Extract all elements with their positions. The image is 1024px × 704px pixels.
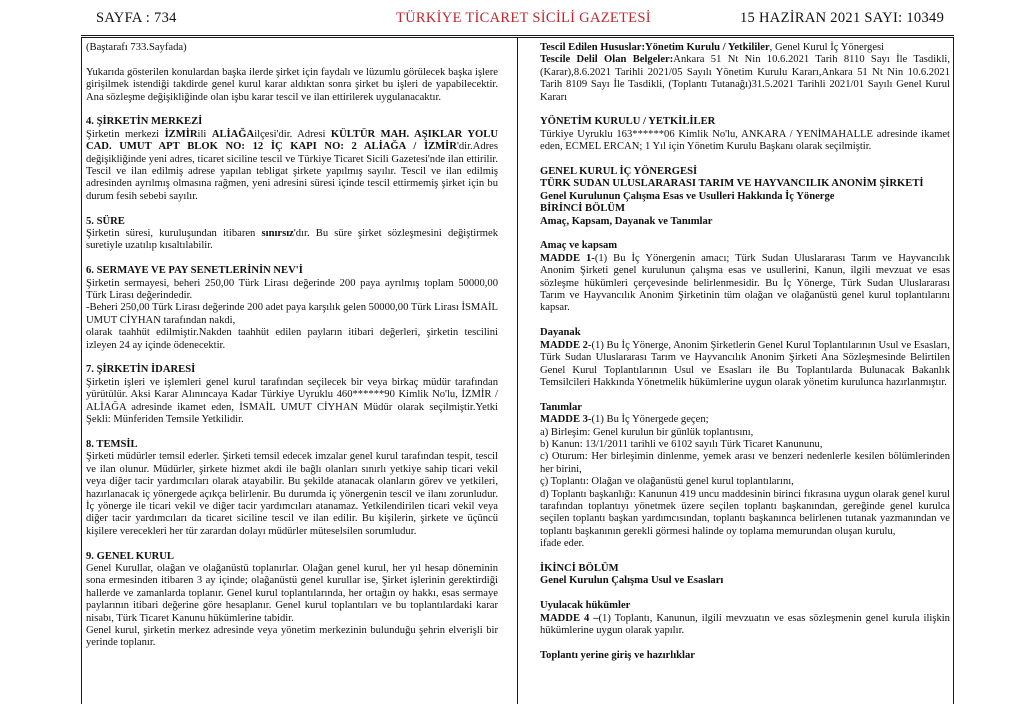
section-body: Şirketin sermayesi, beheri 250,00 Türk Lirası değerinde 200 paya ayrılmış toplam 50000,00 Türk Lirası değerindedir. [86,277,498,302]
left-border [81,38,82,704]
section-body: olarak taahhüt edilmiştir.Nakden taahhüt edilen payların itibari değerleri, şirketin tescilini izleyen 24 ay içinde ödenecektir. [86,327,498,351]
section-heading: GENEL KURUL İÇ YÖNERGESİ [540,166,698,178]
section-heading: 9. GENEL KURUL [86,550,175,562]
left-column [86,42,498,650]
section-body: Genel kurul, şirketin merkez adresinde veya yönetim merkezinin bulunduğu şehrin elverişli bir yerinde toplanır. [86,624,498,649]
registered-matters: Tescil Edilen Hususlar:Yönetim Kurulu / Yetkililer, Genel Kurul İç Yönergesi [540,42,885,53]
evidence-documents: Tescile Delil Olan Belgeler:Ankara 51 Nt Nin 10.6.2021 Tarih 8110 Sayı İle Tasdikli, (Karar),8.6.2021 Tarihli 2021/05 Sayılı Yönetim Kurulu Kararı,Ankara 51 Nt Nin 10.6.2021 Tarih 8109 Sayı İle Tasdikli, (Toplantı Tutanağı)31.5.2021 Tarihli 2021/01 Sayılı Genel Kurul Kararı [540,54,950,103]
column-divider [517,38,518,704]
section-body: Şirketin süresi, kuruluşundan itibaren sınırsız'dır. Bu süre şirket sözleşmesini değiştirmek suretiyle uzatılıp kısaltılabilir. [86,228,499,252]
page-number: SAYFA : 734 [96,10,177,26]
section-body: Şirketin işleri ve işlemleri genel kurul tarafından seçilecek bir veya birkaç müdür tarafından yürütülür. Aksi Karar Alınıncaya Kadar Türkiye Uyruklu 460******90 Kimlik No'lu, İZMİR / ALİAĞA adresinde ikamet eden, İSMAİL UMUT CİYHAN Müdür olarak seçilmiştir.Yetki Şekli: Münferiden Temsile Yetkilidir. [86,376,498,426]
article-body: MADDE 1-(1) Bu İç Yönergenin amacı; Türk Sudan Uluslararası Tarım ve Hayvancılık Anonim Şirketi genel kurulunun çalışma esas ve usullerini, Kanun, ilgili mevzuat ve esas sözleşme hükümleri çerçevesinde belirlenmesidir. Bu İç Yönerge, Türk Sudan Uluslararası Tarım ve Hayvancılık Anonim Şirketinin tüm olağan ve olağanüstü genel kurul toplantılarını kapsar. [540,252,950,314]
section-body: -Beheri 250,00 Türk Lirası değerinde 200 adet paya karşılık gelen 50000,00 Türk Lirası İSMAİL UMUT CİYHAN tarafından nakdi, [86,302,498,326]
continued-note: (Baştarafı 733.Sayfada) [86,42,187,53]
definition-item: d) Toplantı başkanlığı: Kanunun 419 uncu maddesinin birinci fıkrasına uygun olarak genel kurul tarafından toplantıyı yönetmek üzere seçilen toplantı başkanından, gereğinde genel kurulca seçilen toplantı başkan yardımcısından, toplantı başkanınca belirlenen tutanak yazmanından ve toplantı başkanının gerekli görmesi halinde oy toplama memurundan oluşan kurulu, [540,488,950,537]
company-name: TÜRK SUDAN ULUSLARARASI TARIM VE HAYVANCILIK ANONİM ŞİRKETİ [540,178,924,190]
article-heading: Dayanak [540,327,581,339]
article-heading: Amaç ve kapsam [540,240,618,252]
article-body: MADDE 4 –(1) Toplantı, Kanunun, ilgili mevzuatın ve esas sözleşmenin genel kurula ilişkin hükümlerine uygun olarak yapılır. [540,612,950,636]
article-body: MADDE 3-(1) Bu İç Yönergede geçen; [540,414,709,426]
section-body: Genel Kurullar, olağan ve olağanüstü toplanırlar. Olağan genel kurul, her yıl hesap döneminin sona ermesinden itibaren 3 ay içinde; olağanüstü genel kurullar ise, Şirket işlerinin gerektirdiği hallerde ve zamanlarda toplanır. Genel kurul toplantılarında, her ortağın oy hakkı, esas sermaye paylarının itibari değerine göre hesaplanır. Genel kurul toplantıları ve bu toplantılardaki karar nisabı, Türk Ticaret Kanunu hükümlerine tabidir. [86,562,498,624]
header-rule [81,35,954,36]
right-border [953,38,954,704]
intro-paragraph: Yukarıda gösterilen konulardan başka ilerde şirket için faydalı ve lüzumlu görülecek başka işlere girişilmek istendiği takdirde genel kurul karar aldıktan sonra şirket bu işleri de yapabilecektir. Ana sözleşme değişikliğinde olan işbu karar tescil ve ilan ettirilerek uygulanacaktır. [86,66,498,103]
part-heading: İKİNCİ BÖLÜM [540,562,619,574]
definition-end: ifade eder. [540,538,585,550]
section-body: Türkiye Uyruklu 163******06 Kimlik No'lu, ANKARA / YENİMAHALLE adresinde ikamet eden, ECMEL ERCAN; 1 Yıl için Yönetim Kurulu Başkanı olarak seçilmiştir. [540,128,950,153]
section-body: Şirketi müdürler temsil ederler. Şirketi temsil edecek imzalar genel kurul tarafından tespit, tescil ve ilan olunur. Müdürler, şirkete hizmet akdi ile bağlı olanları sınırlı yetkiye sahip ticari vekil veya diğer tacir yardımcıları olarak atayabilir. Bu şekilde atanacak olanların görev ve yetkileri, hazırlanacak iç yönergede açıkça belirlenir. Bu durumda iç yönergenin tescil ve ilanı zorunludur. İç yönerge ile ticari vekil ve diğer tacir yardımcıları atanamaz. Yetkilendirilen ticari vekil veya diğer tacir yardımcıları da ticaret siciline tescil ve ilan edilir. Bu kişilerin, şirkete ve üçüncü kişilere verecekleri her tür zarardan dolayı müdürler müteselsilen sorumludur. [86,451,498,537]
article-heading: Toplantı yerine giriş ve hazırlıklar [540,649,695,661]
definition-item: c) Oturum: Her birleşimin dinlenme, yemek arası ve benzeri nedenlerle kesilen bölümlerinden her birini, [540,451,950,475]
section-heading: 8. TEMSİL [86,438,138,450]
directive-title: Genel Kurulunun Çalışma Esas ve Usulleri Hakkında İç Yönerge [540,190,835,202]
part-subheading: Amaç, Kapsam, Dayanak ve Tanımlar [540,215,713,227]
part-heading: BİRİNCİ BÖLÜM [540,203,626,215]
section-body: Şirketin merkezi İZMİRili ALİAĞAilçesi'dir. Adresi KÜLTÜR MAH. AŞIKLAR YOLU CAD. UMUT APT BLOK NO: 12 İÇ KAPI NO: 2 ALİAĞA / İZMİR'dir.Adres değişikliğinde yeni adres, ticaret siciline tescil ve Türkiye Ticaret Sicili Gazetesi'nde ilan ettirilir. Tescil ve ilan edilmiş adrese yapılan tebligat şirkete yapılmış sayılır. Tescil ve ilan edilmiş adresinden ayrılmış olmasına rağmen, yeni adresini süresi içinde tescil ettirmemiş şirket için bu durum fesih sebebi sayılır. [86,128,498,202]
section-heading: 6. SERMAYE VE PAY SENETLERİNİN NEV'İ [86,265,303,277]
right-column [540,42,950,662]
article-heading: Tanımlar [540,401,582,413]
section-heading: 4. ŞİRKETİN MERKEZİ [86,116,203,128]
definition-item: ç) Toplantı: Olağan ve olağanüstü genel kurul toplantılarını, [540,476,794,488]
definition-item: a) Birleşim: Genel kurulun bir günlük toplantısını, [540,426,754,438]
article-body: MADDE 2-(1) Bu İç Yönerge, Anonim Şirketlerin Genel Kurul Toplantılarının Usul ve Esasları, Türk Sudan Uluslararası Tarım ve Hayvancılık Anonim Şirketi Ana Sözleşmesinde Belirtilen Genel Kurul Toplantılarının Usul ve Esasları ile Bu Toplantılarda Bulunacak Bakanlık Temsilcileri Hakkında Yönetmelik hükümlerine uygun olarak yönetim kurulunca hazırlanmıştır. [540,339,950,388]
section-heading: 5. SÜRE [86,215,125,227]
article-heading: Uyulacak hükümler [540,600,631,612]
section-heading: 7. ŞİRKETİN İDARESİ [86,364,196,376]
issue-date: 15 HAZİRAN 2021 SAYI: 10349 [740,10,945,26]
definition-item: b) Kanun: 13/1/2011 tarihli ve 6102 sayılı Türk Ticaret Kanununu, [540,438,823,450]
gazette-title: TÜRKİYE TİCARET SİCİLİ GAZETESİ [396,10,651,26]
section-heading: YÖNETİM KURULU / YETKİLİLER [540,116,716,128]
part-subheading: Genel Kurulun Çalışma Usul ve Esasları [540,575,724,587]
gazette-header [0,0,1024,36]
